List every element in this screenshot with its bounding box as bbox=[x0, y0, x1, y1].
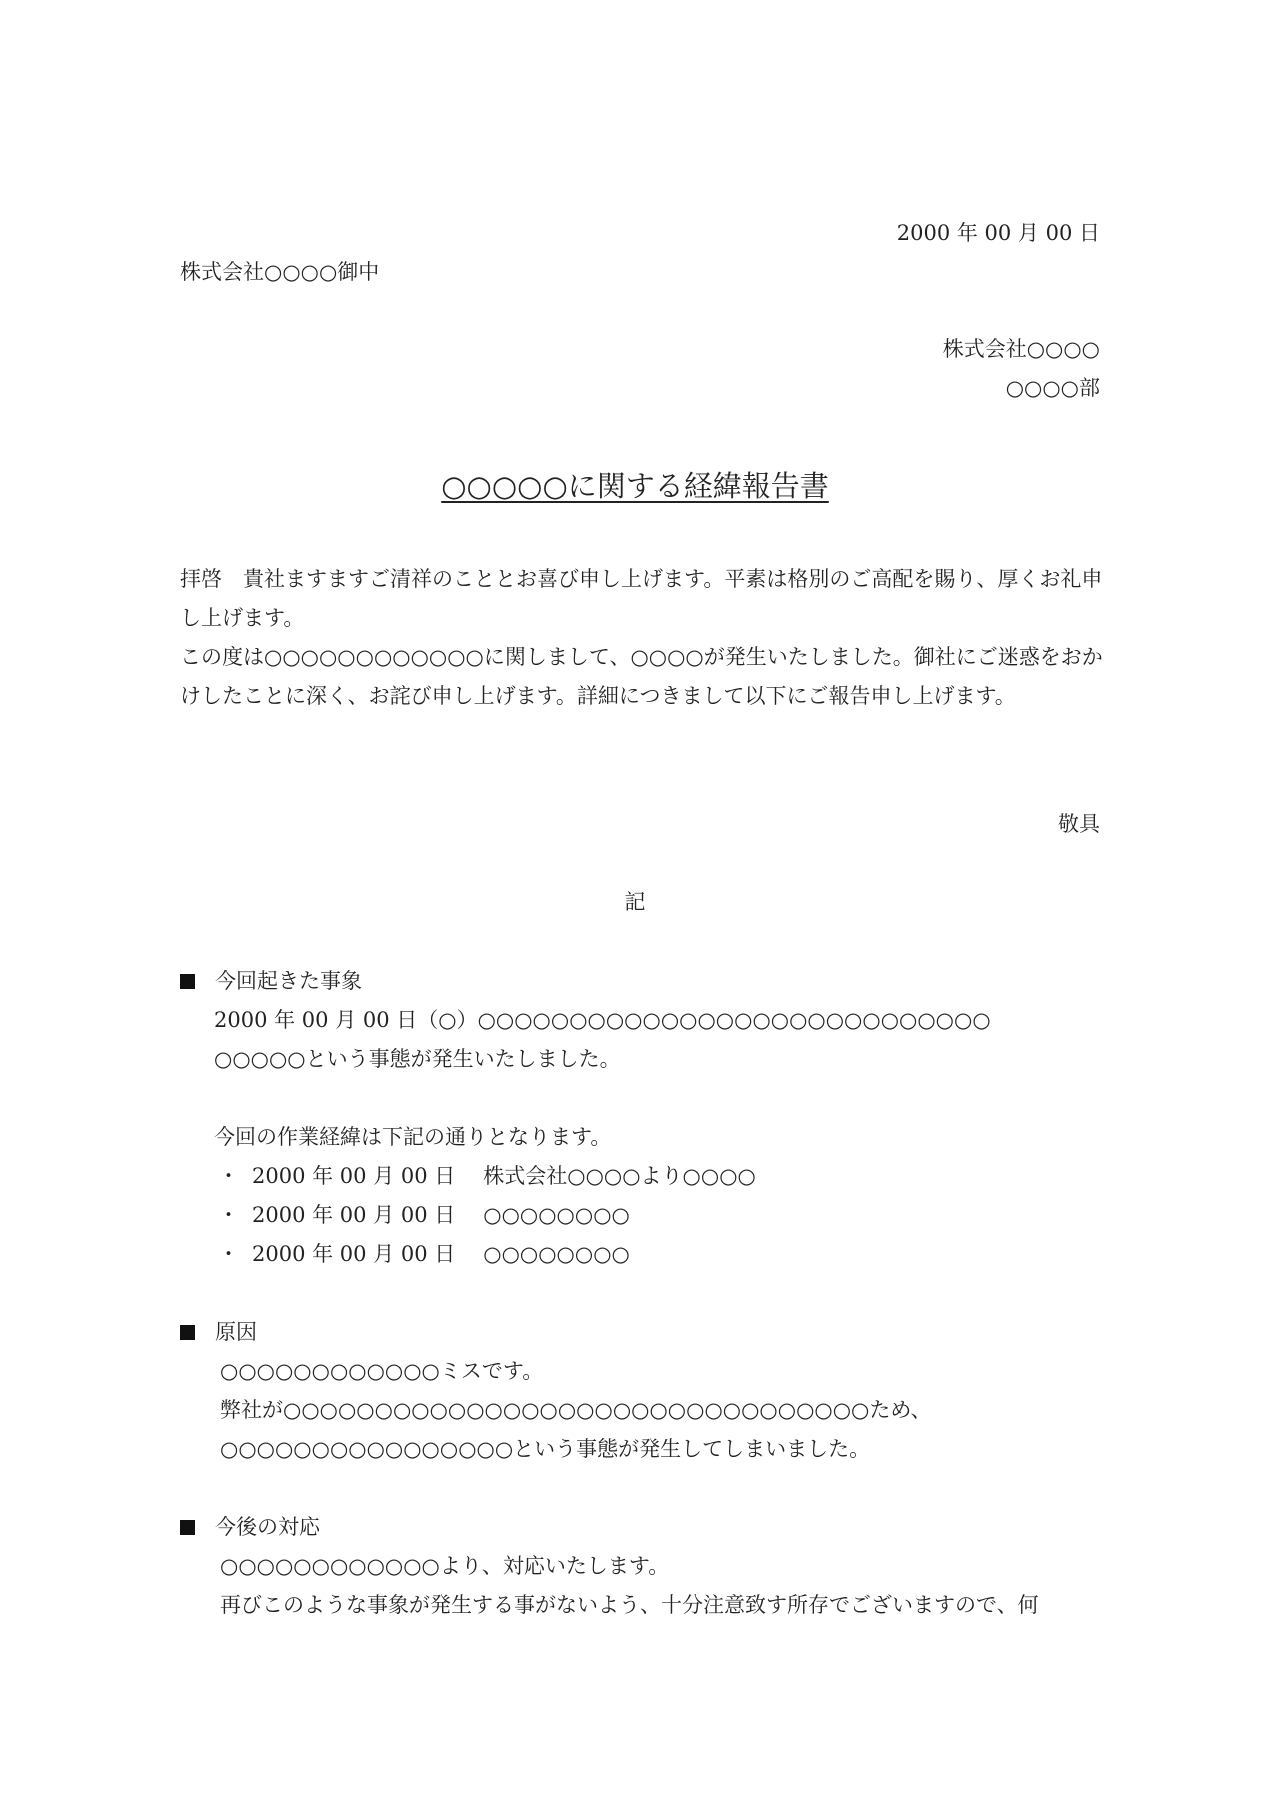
square-bullet-icon bbox=[180, 1520, 195, 1535]
list-item-date: 2000 年 00 月 00 日 bbox=[252, 1203, 456, 1227]
list-item-text: ○○○○○○○○ bbox=[483, 1242, 630, 1266]
list-item bbox=[218, 1239, 630, 1269]
process-intro: 今回の作業経緯は下記の通りとなります。 bbox=[214, 1125, 612, 1149]
document-date: 2000 年 00 月 00 日 bbox=[896, 221, 1100, 245]
square-bullet-icon bbox=[180, 1325, 195, 1340]
greeting-paragraph: 拝啓 貴社ますますご清祥のこととお喜び申し上げます。平素は格別のご高配を賜り、厚くお礼申し上げます。 bbox=[180, 567, 1103, 630]
list-item bbox=[218, 1200, 630, 1230]
recipient: 株式会社○○○○御中 bbox=[180, 260, 380, 284]
document-title-wrap bbox=[0, 466, 1270, 506]
cause-line-1: ○○○○○○○○○○○○ミスです。 bbox=[220, 1359, 544, 1383]
section-heading-event bbox=[180, 966, 362, 996]
cause-line-3: ○○○○○○○○○○○○○○○○という事態が発生してしまいました。 bbox=[220, 1437, 871, 1461]
intro-paragraph: この度は○○○○○○○○○○○○に関しまして、○○○○が発生いたしました。御社にご迷惑をおかけしたことに深く、お詫び申し上げます。詳細につきまして以下にご報告申し上げます。 bbox=[180, 645, 1103, 708]
bullet-dot: ・ bbox=[218, 1203, 239, 1227]
list-item-text: ○○○○○○○○ bbox=[483, 1203, 630, 1227]
response-heading-text: 今後の対応 bbox=[215, 1515, 320, 1539]
bullet-dot: ・ bbox=[218, 1242, 239, 1266]
section-heading-cause bbox=[180, 1317, 257, 1347]
list-item-date: 2000 年 00 月 00 日 bbox=[252, 1242, 456, 1266]
cause-heading-text: 原因 bbox=[215, 1320, 257, 1344]
cause-line-2: 弊社が○○○○○○○○○○○○○○○○○○○○○○○○○○○○○○○○ため、 bbox=[220, 1398, 932, 1422]
list-item-date: 2000 年 00 月 00 日 bbox=[252, 1164, 456, 1188]
event-heading-text: 今回起きた事象 bbox=[215, 969, 362, 993]
event-line-2: ○○○○○という事態が発生いたしました。 bbox=[214, 1047, 621, 1071]
response-line-1: ○○○○○○○○○○○○より、対応いたします。 bbox=[220, 1554, 670, 1578]
sender-company: 株式会社○○○○ bbox=[942, 337, 1100, 361]
sender-department: ○○○○部 bbox=[1005, 376, 1100, 400]
list-item-text: 株式会社○○○○より○○○○ bbox=[483, 1164, 756, 1188]
list-item bbox=[218, 1161, 756, 1191]
document-title: ○○○○○に関する経緯報告書 bbox=[441, 469, 829, 503]
section-heading-response bbox=[180, 1512, 320, 1542]
bullet-dot: ・ bbox=[218, 1164, 239, 1188]
closing: 敬具 bbox=[1058, 812, 1100, 836]
response-line-2: 再びこのような事象が発生する事がないよう、十分注意致す所存でございますので、何 bbox=[220, 1593, 1039, 1617]
event-line-1: 2000 年 00 月 00 日（○）○○○○○○○○○○○○○○○○○○○○○○○○○○○○ bbox=[214, 1008, 991, 1032]
ki-mark: 記 bbox=[624, 890, 646, 914]
square-bullet-icon bbox=[180, 974, 195, 989]
